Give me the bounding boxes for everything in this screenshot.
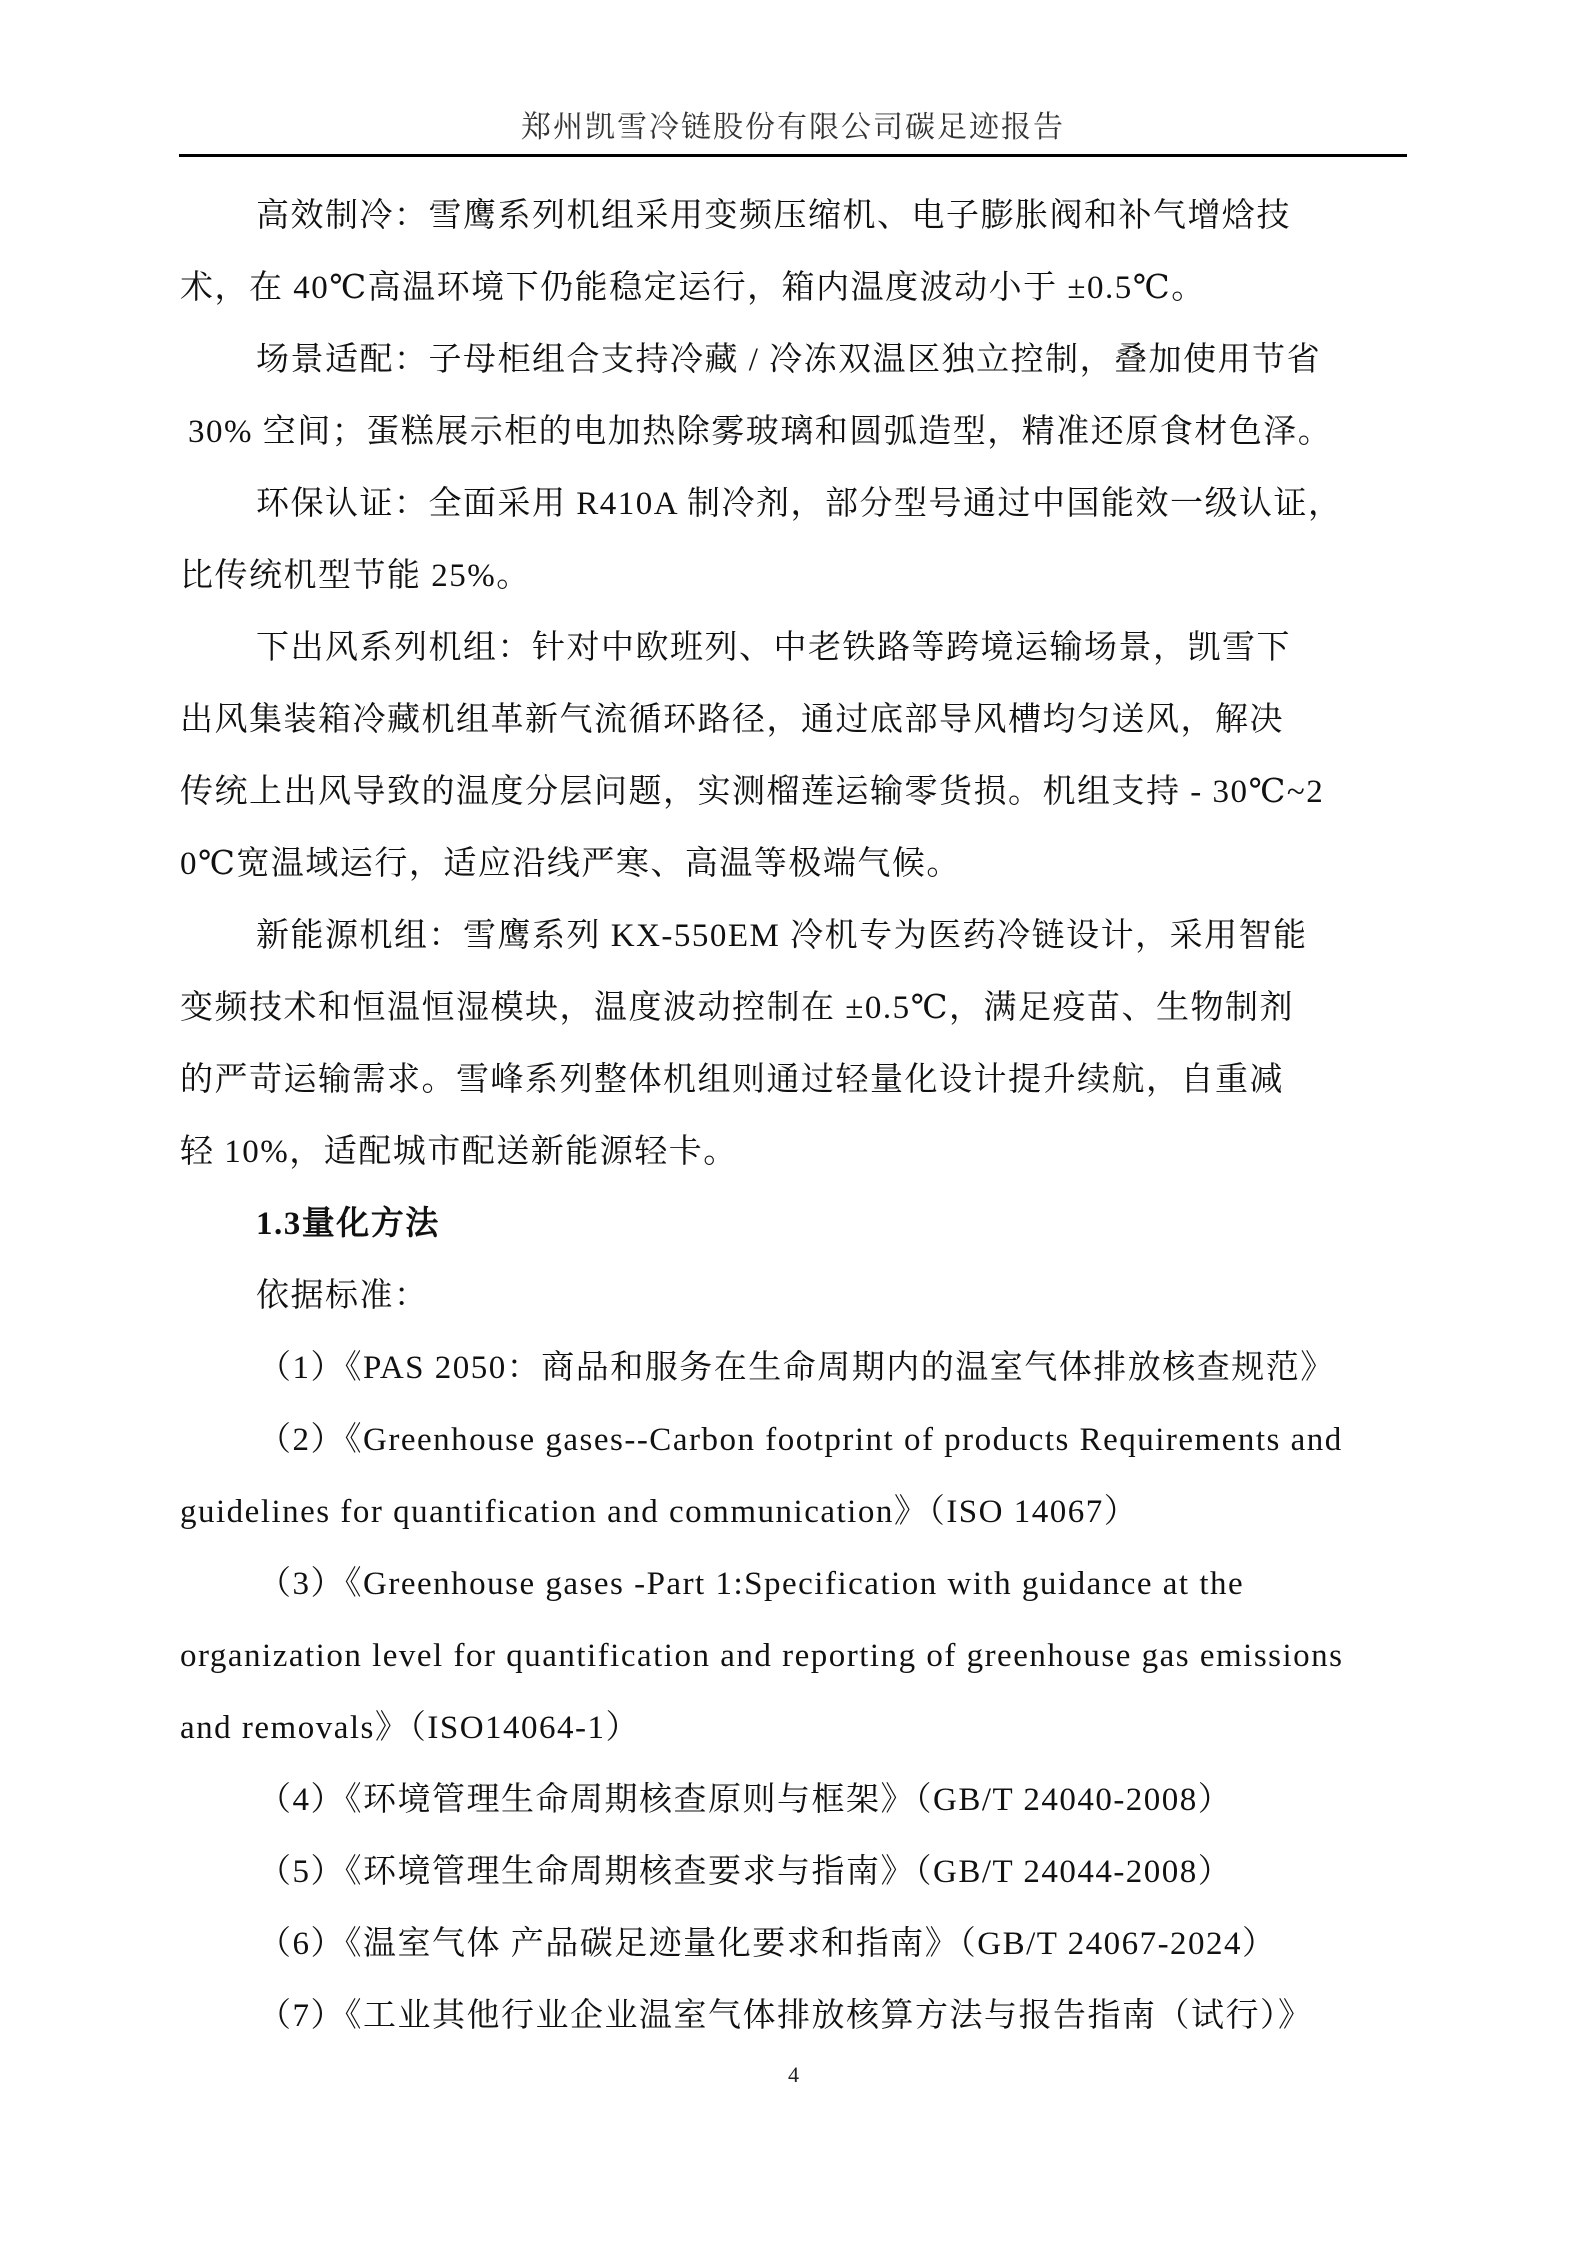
paragraph-line: 环保认证：全面采用 R410A 制冷剂，部分型号通过中国能效一级认证， [256, 486, 1343, 522]
paragraph-line: 高效制冷：雪鹰系列机组采用变频压缩机、电子膨胀阀和补气增焓技 [256, 198, 1291, 234]
header-rule [179, 154, 1407, 157]
standard-item: （1）《PAS 2050：商品和服务在生命周期内的温室气体排放核查规范》 [258, 1350, 1335, 1386]
standard-item-continuation: organization level for quantification and reporting of greenhouse gas emissions [180, 1638, 1344, 1674]
paragraph-line: 新能源机组：雪鹰系列 KX-550EM 冷机专为医药冷链设计，采用智能 [256, 918, 1308, 954]
standard-item: （4）《环境管理生命周期核查原则与框架》（GB/T 24040-2008） [258, 1782, 1233, 1818]
standards-intro: 依据标准： [256, 1278, 429, 1314]
standard-item: （5）《环境管理生命周期核查要求与指南》（GB/T 24044-2008） [258, 1854, 1233, 1890]
standard-item: （7）《工业其他行业企业温室气体排放核算方法与报告指南（试行）》 [258, 1998, 1313, 2034]
standard-item-continuation: guidelines for quantification and communication》（ISO 14067） [180, 1494, 1139, 1530]
paragraph-line: 传统上出风导致的温度分层问题，实测榴莲运输零货损。机组支持 - 30℃~2 [180, 774, 1325, 810]
section-heading: 1.3量化方法 [256, 1206, 440, 1242]
paragraph-line: 0℃宽温域运行，适应沿线严寒、高温等极端气候。 [180, 846, 961, 882]
standard-item-continuation: and removals》（ISO14064-1） [180, 1710, 641, 1746]
paragraph-line: 的严苛运输需求。雪峰系列整体机组则通过轻量化设计提升续航，自重减 [180, 1062, 1284, 1098]
paragraph-line: 30% 空间；蛋糕展示柜的电加热除雾玻璃和圆弧造型，精准还原食材色泽。 [188, 414, 1333, 450]
running-header: 郑州凯雪冷链股份有限公司碳足迹报告 [521, 111, 1065, 144]
paragraph-line: 术，在 40℃高温环境下仍能稳定运行，箱内温度波动小于 ±0.5℃。 [180, 270, 1206, 306]
page-number: 4 [788, 2062, 799, 2087]
standard-item: （3）《Greenhouse gases -Part 1:Specification with guidance at the [258, 1566, 1245, 1602]
paragraph-line: 出风集装箱冷藏机组革新气流循环路径，通过底部导风槽均匀送风，解决 [180, 702, 1284, 738]
paragraph-line: 变频技术和恒温恒湿模块，温度波动控制在 ±0.5℃，满足疫苗、生物制剂 [180, 990, 1295, 1026]
paragraph-line: 轻 10%，适配城市配送新能源轻卡。 [180, 1134, 738, 1170]
paragraph-line: 场景适配：子母柜组合支持冷藏 / 冷冻双温区独立控制，叠加使用节省 [256, 342, 1322, 378]
standard-item: （2）《Greenhouse gases--Carbon footprint of products Requirements and [258, 1422, 1343, 1458]
paragraph-line: 下出风系列机组：针对中欧班列、中老铁路等跨境运输场景，凯雪下 [256, 630, 1291, 666]
standard-item: （6）《温室气体 产品碳足迹量化要求和指南》（GB/T 24067-2024） [258, 1926, 1277, 1962]
paragraph-line: 比传统机型节能 25%。 [180, 558, 531, 594]
